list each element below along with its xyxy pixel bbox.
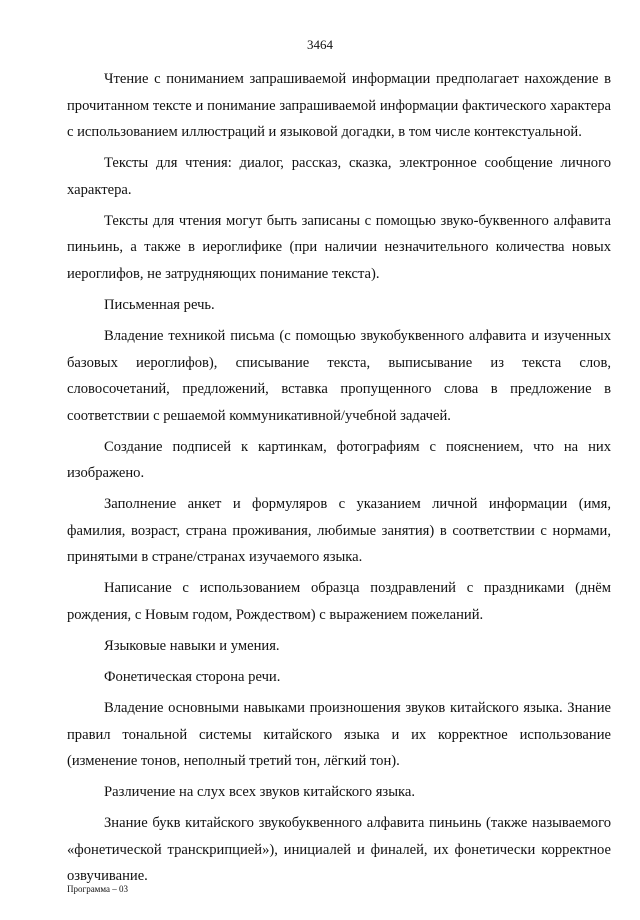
paragraph-reading-texts: Тексты для чтения: диалог, рассказ, сказка, электронное сообщение личного характера.	[67, 155, 611, 198]
paragraph-writing-technique: Владение техникой письма (с помощью звукобуквенного алфавита и изученных базовых иероглифов), списывание текста, выписывание из текста слов, словосочетаний, предложений, вставка пропущенного слова в предложение в соответствии с решаемой коммуникативной/учебной задачей.	[67, 327, 611, 424]
paragraph-pinyin-letters: Знание букв китайского звукобуквенного алфавита пиньинь (также называемого «фонетической транскрипцией»), инициалей и финалей, их фонетически корректное озвучивание.	[67, 815, 611, 885]
paragraph-listening-discrimination: Различение на слух всех звуков китайского языка.	[104, 784, 415, 801]
page-number: 3464	[307, 37, 333, 52]
paragraph-pinyin-texts: Тексты для чтения могут быть записаны с помощью звуко-буквенного алфавита пиньинь, а также в иероглифике (при наличии незначительного количества новых иероглифов, не затрудняющих понимание текста).	[67, 212, 611, 282]
paragraph-greetings: Написание с использованием образца поздравлений с праздниками (днём рождения, с Новым годом, Рождеством) с выражением пожеланий.	[67, 580, 611, 624]
footer-program-label: Программа – 03	[67, 884, 129, 894]
paragraph-phonetics-heading: Фонетическая сторона речи.	[104, 668, 281, 685]
paragraph-reading-comprehension: Чтение с пониманием запрашиваемой информации предполагает нахождение в прочитанном тексте и понимание запрашиваемой информации фактического характера с использованием иллюстраций и языковой догадки, в том числе контекстуальной.	[67, 71, 611, 141]
paragraph-pronunciation: Владение основными навыками произношения звуков китайского языка. Знание правил тональной системы китайского языка и их корректное использование (изменение тонов, неполный третий тон, лёгкий тон).	[67, 699, 611, 770]
paragraph-written-speech-heading: Письменная речь.	[104, 296, 215, 313]
paragraph-captions: Создание подписей к картинкам, фотографиям с пояснением, что на них изображено.	[67, 438, 611, 482]
paragraph-forms: Заполнение анкет и формуляров с указанием личной информации (имя, фамилия, возраст, страна проживания, любимые занятия) в соответствии с нормами, принятыми в стране/странах изучаемого языка.	[67, 496, 611, 566]
paragraph-language-skills-heading: Языковые навыки и умения.	[104, 638, 280, 654]
document-body	[67, 66, 611, 890]
